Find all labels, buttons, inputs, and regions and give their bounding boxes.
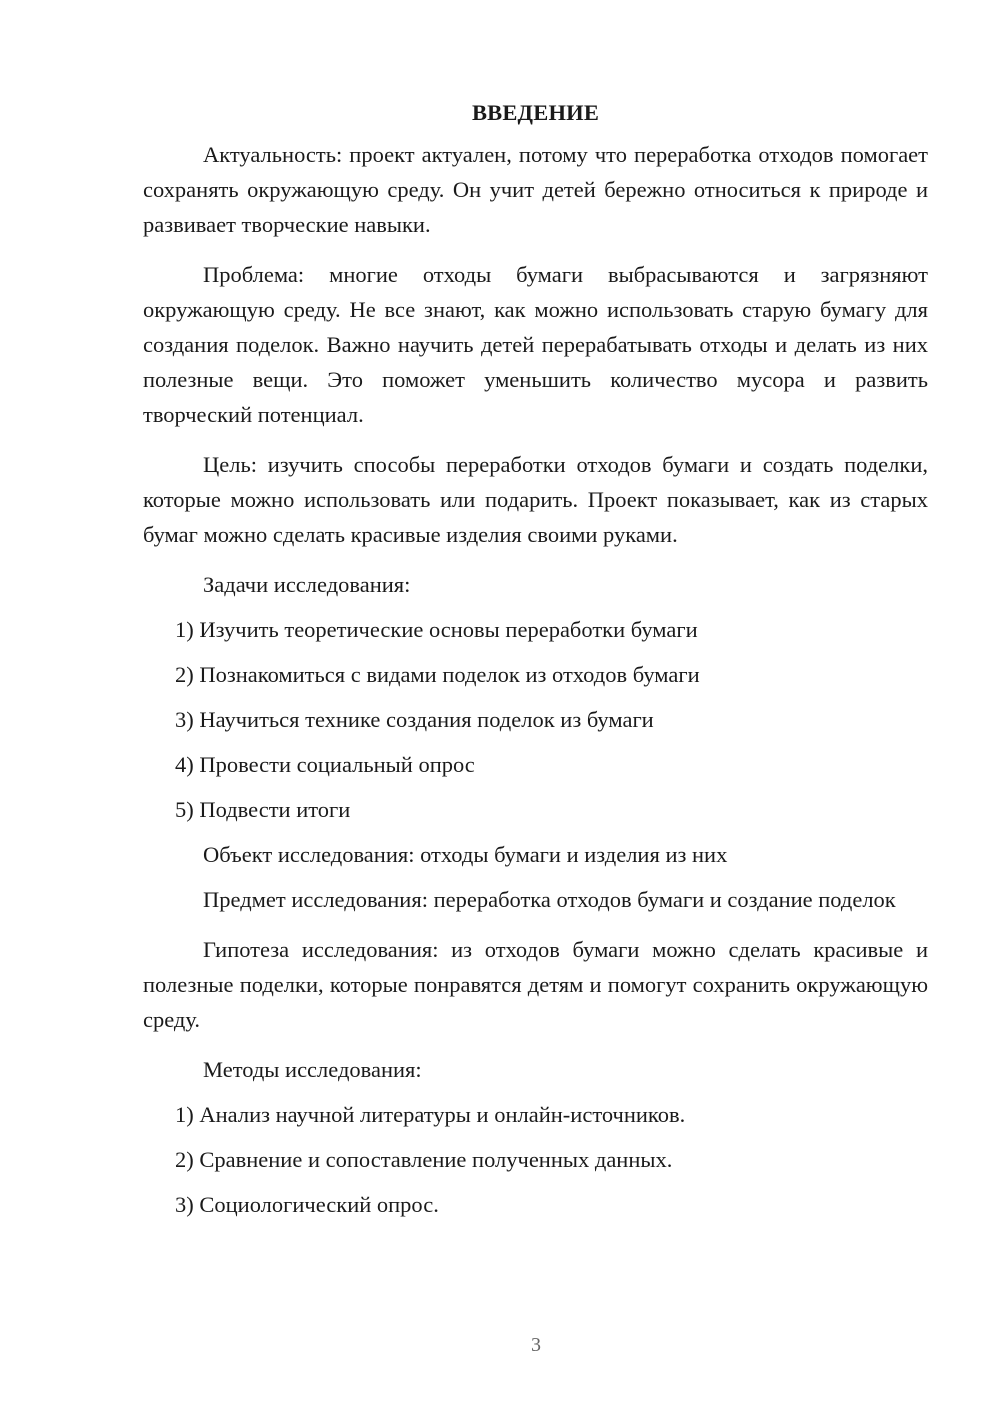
method-item: 2) Сравнение и сопоставление полученных данных. <box>175 1147 673 1172</box>
page-content <box>143 95 928 1232</box>
method-item: 1) Анализ научной литературы и онлайн-источников. <box>175 1102 686 1127</box>
method-item: 3) Социологический опрос. <box>175 1192 439 1217</box>
task-item: 4) Провести социальный опрос <box>175 752 475 777</box>
hypothesis-paragraph: Гипотеза исследования: из отходов бумаги можно сделать красивые и полезные поделки, которые понравятся детям и помогут сохранить окружающую среду. <box>143 937 928 1032</box>
task-item: 1) Изучить теоретические основы переработки бумаги <box>175 617 698 642</box>
methods-list <box>143 1097 928 1222</box>
relevance-paragraph: Актуальность: проект актуален, потому что переработка отходов помогает сохранять окружающую среду. Он учит детей бережно относиться к природе и развивает творческие навыки. <box>143 142 928 237</box>
task-item: 5) Подвести итоги <box>175 797 351 822</box>
section-heading: ВВЕДЕНИЕ <box>471 100 600 125</box>
object-line: Объект исследования: отходы бумаги и изделия из них <box>203 842 728 867</box>
task-item: 2) Познакомиться с видами поделок из отходов бумаги <box>175 662 700 687</box>
tasks-list <box>143 612 928 827</box>
page-number: 3 <box>531 1334 541 1356</box>
methods-title: Методы исследования: <box>203 1057 422 1082</box>
problem-paragraph: Проблема: многие отходы бумаги выбрасываются и загрязняют окружающую среду. Не все знают, как можно использовать старую бумагу для создания поделок. Важно научить детей перерабатывать отходы и делать из них полезные вещи. Это поможет уменьшить количество мусора и развить творческий потенциал. <box>143 262 928 427</box>
subject-paragraph: Предмет исследования: переработка отходов бумаги и создание поделок <box>203 887 896 912</box>
tasks-title: Задачи исследования: <box>203 572 411 597</box>
goal-paragraph: Цель: изучить способы переработки отходов бумаги и создать поделки, которые можно использовать или подарить. Проект показывает, как из старых бумаг можно сделать красивые изделия своими руками. <box>143 452 928 547</box>
task-item: 3) Научиться технике создания поделок из бумаги <box>175 707 654 732</box>
